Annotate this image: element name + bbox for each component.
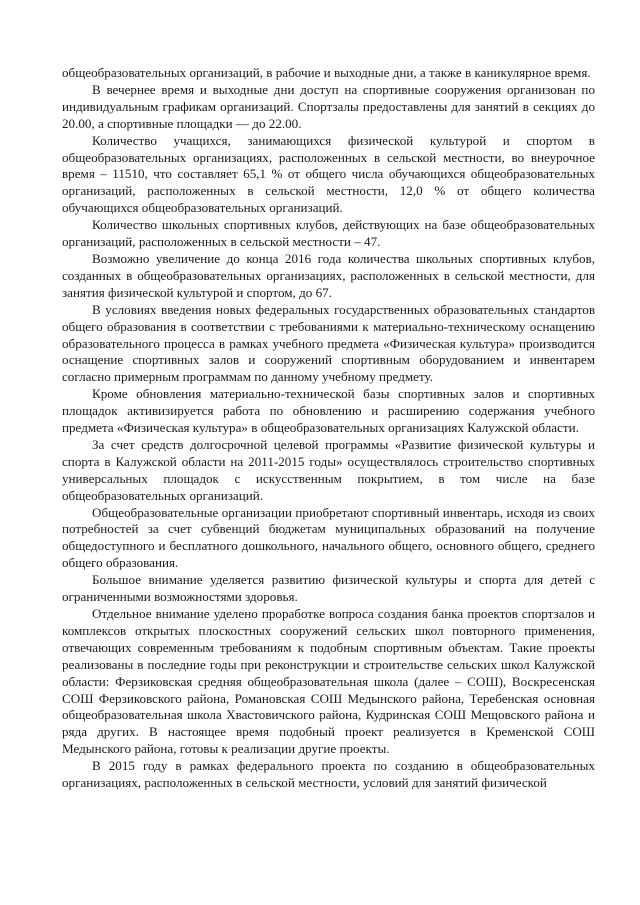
- paragraph-3: Количество учащихся, занимающихся физической культурой и спортом в общеобразовательных организациях, расположенных в сельской местности, во внеурочное время – 11510, что составляет 65,1 % от общего числа обучающихся общеобразовательных организаций, расположенных в сельской местности, 12,0 % от общего количества обучающихся общеобразовательных организаций.: [62, 132, 595, 216]
- paragraph-4: Количество школьных спортивных клубов, действующих на базе общеобразовательных организаций, расположенных в сельской местности – 47.: [62, 217, 595, 250]
- paragraph-1: общеобразовательных организаций, в рабочие и выходные дни, а также в каникулярное время.: [62, 65, 591, 80]
- paragraph-8: За счет средств долгосрочной целевой программы «Развитие физической культуры и спорта в Калужской области на 2011-2015 годы» осуществлялось строительство спортивных универсальных площадок с искусственным покрытием, в том числе на базе общеобразовательных организаций.: [62, 436, 595, 503]
- paragraph-7: Кроме обновления материально-технической базы спортивных залов и спортивных площадок активизируется работа по обновлению и расширению содержания учебного предмета «Физическая культура» в общеобразовательных организациях Калужской области.: [62, 386, 595, 436]
- paragraph-9: Общеобразовательные организации приобретают спортивный инвентарь, исходя из своих потребностей за счет субвенций бюджетам муниципальных образований на получение общедоступного и бесплатного дошкольного, начального общего, основного общего, среднего общего образования.: [62, 504, 595, 571]
- paragraph-12: В 2015 году в рамках федерального проекта по созданию в общеобразовательных организациях, расположенных в сельской местности, условий для занятий физической: [62, 758, 595, 791]
- paragraph-5: Возможно увеличение до конца 2016 года количества школьных спортивных клубов, созданных в общеобразовательных организациях, расположенных в сельской местности, для занятия физической культурой и спортом, до 67.: [62, 250, 595, 300]
- paragraph-2: В вечернее время и выходные дни доступ на спортивные сооружения организован по индивидуальным графикам организаций. Спортзалы предоставлены для занятий в секциях до 20.00, а спортивные площадки — до 22.00.: [62, 81, 595, 131]
- paragraph-6: В условиях введения новых федеральных государственных образовательных стандартов общего образования в соответствии с требованиями к материально-техническому оснащению образовательного процесса в рамках учебного предмета «Физическая культура» производится оснащение спортивных залов и сооружений спортивным оборудованием и инвентарем согласно примерным программам по данному учебному предмету.: [62, 301, 595, 385]
- paragraph-10: Большое внимание уделяется развитию физической культуры и спорта для детей с ограниченными возможностями здоровья.: [62, 572, 595, 605]
- paragraph-11: Отдельное внимание уделено проработке вопроса создания банка проектов спортзалов и комплексов открытых плоскостных сооружений сельских школ повторного применения, отвечающих современным требованиям к подобным спортивным объектам. Такие проекты реализованы в последние годы при реконструкции и строительстве сельских школ Калужской области: Ферзиковская средняя общеобразовательная школа (далее – СОШ), Воскресенская СОШ Ферзиковского района, Романовская СОШ Медынского района, Теребенская основная общеобразовательная школа Хвастовичского района, Кудринская СОШ Мещовского района и ряда других. В настоящее время подобный проект реализуется в Кременской СОШ Медынского района, готовы к реализации другие проекты.: [62, 606, 595, 757]
